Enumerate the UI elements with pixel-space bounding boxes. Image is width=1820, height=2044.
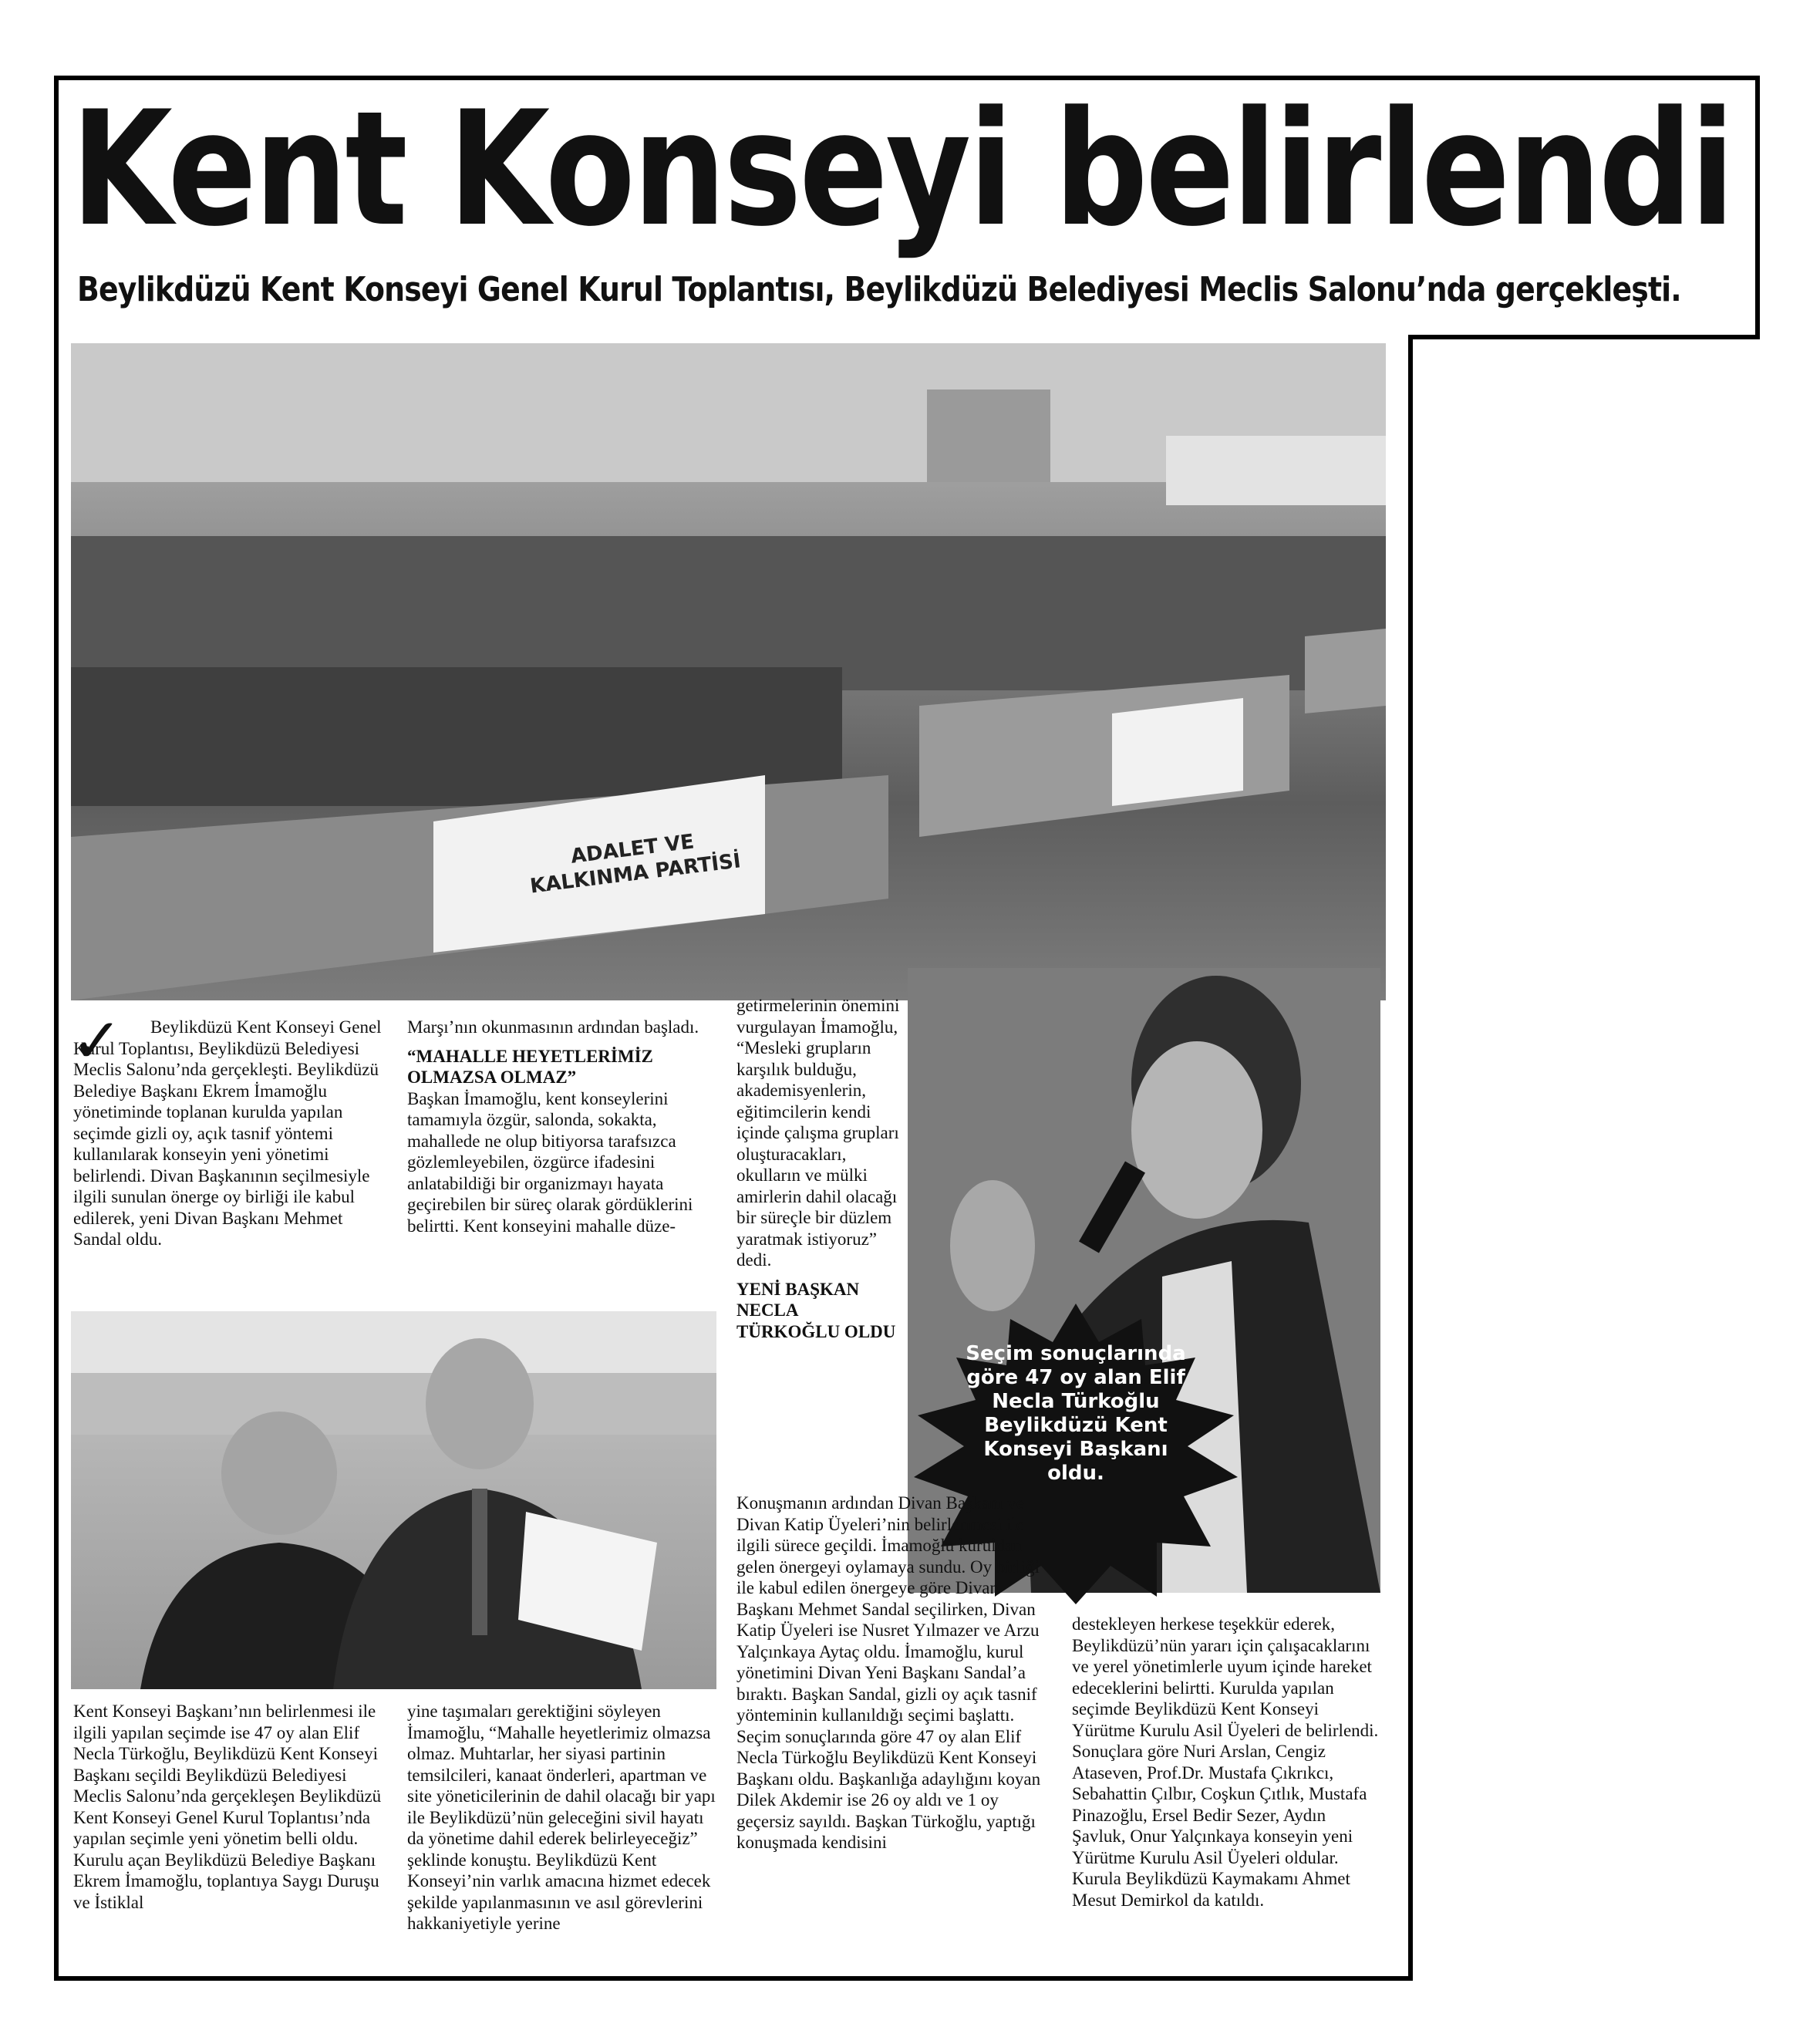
main-photo-scene (71, 343, 1386, 1000)
checkmark-icon: ✓ (71, 1005, 123, 1077)
column-2-top (407, 1017, 716, 1236)
caption-starburst-text: Seçim sonuçlarında göre 47 oy alan Elif Necla Türkoğlu Beylikdüzü Kent Konseyi Başkanı oldu. (966, 1342, 1186, 1485)
headline: Kent Konseyi belirlendi (71, 78, 1733, 261)
column-3-heading: YENİ BAŞKAN NECLA TÜRKOĞLU OLDU (736, 1279, 896, 1341)
column-3-body: Konuşmanın ardından Divan Başkanı ve Divan Katip Üyeleri’nin belirlenmesi ile ilgili sürece geçildi. İmamoğlu kuruldan gelen önergeyi oylamaya sundu. Oy birliği ile kabul edilen önergeye göre Divan Başkanı Mehmet Sandal seçilirken, Divan Katip Üyeleri ise Nusret Yılmazer ve Arzu Yalçınkaya Aytaç oldu. İmamoğlu, kurul yönetimini Divan Yeni Başkanı Sandal’a bıraktı. Başkan Sandal, gizli oy açık tasnif yönteminin kullanıldığı seçimi başlattı. Seçim sonuçlarında göre 47 oy alan Elif Necla Türkoğlu Beylikdüzü Kent Konseyi Başkanı oldu. Başkanlığa adaylığını koyan Dilek Akdemir ise 26 oy aldı ve 1 oy geçersiz sayıldı. Başkan Türkoğlu, yaptığı konuşmada kendisini (736, 1493, 1041, 1852)
column-3-continued (736, 1493, 1045, 1853)
border-step-top (1408, 335, 1760, 339)
bottom-column-4 (1072, 1614, 1380, 1911)
column-1-top-text: Beylikdüzü Kent Konseyi Genel Kurul Toplantısı, Beylikdüzü Belediyesi Meclis Salonu’nda gerçekleşti. Beylikdüzü Belediye Başkanı Ekrem İmamoğlu yönetiminde toplanan kurulda yapılan seçimde gizli oy, açık tasnif yöntemi kullanılarak konseyin yeni yönetimi belirlendi. Divan Başkanının seçilmesiyle ilgili sunulan önerge oy birliği ile kabul edilerek, yeni Divan Başkanı Mehmet Sandal oldu. (73, 1017, 382, 1249)
column-3 (736, 995, 902, 1342)
bottom-column-1 (73, 1701, 386, 1913)
bottom-column-4-text: destekleyen herkese teşekkür ederek, Beylikdüzü’nün yararı için çalışacaklarını ve yerel yönetimlerle uyum içinde hareket edeceklerini belirtti. Kurulda yapılan seçimde Beylikdüzü Kent Konseyi Yürütme Kurulu Asil Üyeleri de belirlendi. Sonuçlara göre Nuri Arslan, Cengiz Ataseven, Prof.Dr. Mustafa Çıkrıkcı, Sebahattin Çılbır, Coşkun Çıtlık, Mustafa Pinazoğlu, Ersel Bedir Sezer, Aydın Şavluk, Onur Yalçınkaya konseyin yeni Yürütme Kurulu Asil Üyeleri oldular. Kurula Beylikdüzü Kaymakamı Ahmet Mesut Demirkol da katıldı. (1072, 1614, 1379, 1910)
column-3-intro: getirmelerinin önemini vurgulayan İmamoğlu, “Mesleki grupların karşılık bulduğu, akademisyenlerin, eğitimcilerin kendi içinde çalışma grupları oluşturacakları, okulların ve mülki amirlerin dahil olacağı bir süreçle bir düzlem yaratmak istiyoruz” dedi. (736, 996, 900, 1270)
bottom-column-1-text: Kent Konseyi Başkanı’nın belirlenmesi ile ilgili yapılan seçimde ise 47 oy alan Elif Necla Türkoğlu, Beylikdüzü Kent Konseyi Başkanı seçildi Beylikdüzü Belediyesi Meclis Salonu’nda gerçekleşen Beylikdüzü Kent Konseyi Genel Kurul Toplantısı’nda yapılan seçimle yeni yönetim belli oldu. Kurulu açan Beylikdüzü Belediye Başkanı Ekrem İmamoğlu, toplantıya Saygı Duruşu ve İstiklal (73, 1702, 382, 1912)
bottom-column-2 (407, 1701, 716, 1934)
column-2-intro: Marşı’nın okunmasının ardından başladı. (407, 1017, 699, 1037)
column-2-body: Başkan İmamoğlu, kent konseylerini tamamıyla özgür, salonda, sokakta, mahallede ne olup bitiyorsa tarafsızca gözlemleyebilen, özgürce ifadesini anlatabildiği bir organizmayı hayata geçirebilen bir süreç olarak gördüklerini belirtti. Kent konseyini mahalle düze- (407, 1088, 693, 1236)
party-sign-text: ADALET VE KALKINMA PARTİSİ (528, 830, 743, 899)
handshake-photo-scene (71, 1311, 716, 1689)
column-2-heading: “MAHALLE HEYETLERİMİZ OLMAZSA OLMAZ” (407, 1046, 653, 1087)
bottom-column-2-text: yine taşımaları gerektiğini söyleyen İmamoğlu, “Mahalle heyetlerimiz olmazsa olmaz. Muhtarlar, her siyasi partinin temsilcileri, kanaat önderleri, apartman ve site yöneticilerinin de dahil olacağı bir yapı ile Beylikdüzü’nün geleceğini sivil hayatı da yönetime dahil ederek belirleyeceğiz” şeklinde konuştu. Beylikdüzü Kent Konseyi’nin varlık amacına hizmet edecek şekilde yapılanmasının ve asıl görevlerini hakkaniyetiyle yerine (407, 1702, 716, 1933)
handshake-photo (71, 1311, 716, 1689)
border-cutout (1411, 339, 1820, 2044)
border-step-left (1408, 335, 1413, 1981)
subheadline: Beylikdüzü Kent Konseyi Genel Kurul Toplantısı, Beylikdüzü Belediyesi Meclis Salonu’nda gerçekleşti. (77, 270, 1681, 309)
column-1-top (73, 1017, 386, 1250)
main-photo (71, 343, 1386, 1000)
